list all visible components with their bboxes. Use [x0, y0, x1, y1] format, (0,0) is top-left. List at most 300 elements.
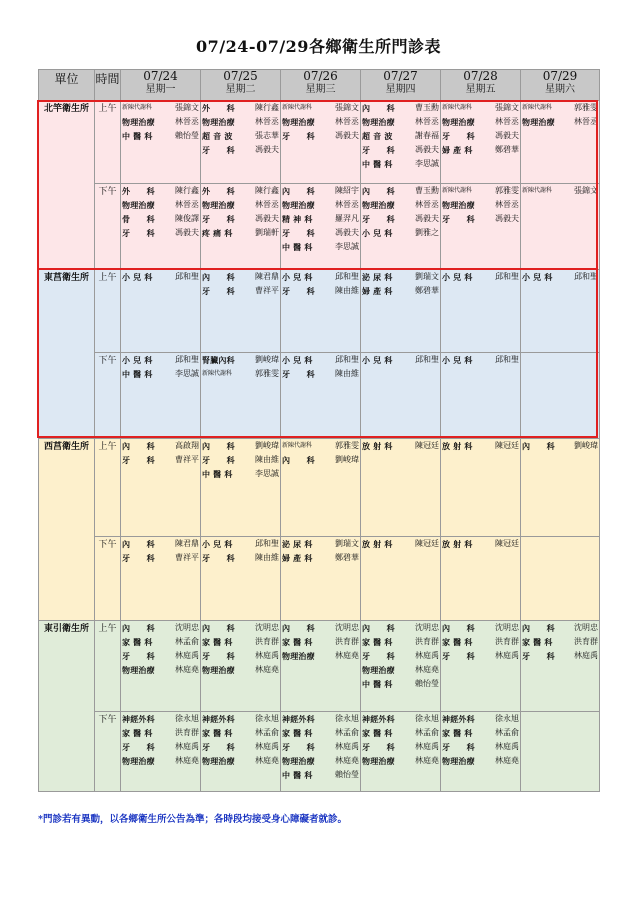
department: 小 兒 科 — [282, 272, 313, 282]
department: 物理治療 — [442, 756, 475, 766]
schedule-cell — [281, 184, 361, 270]
doctor-name: 張志華 — [255, 131, 279, 140]
department: 牙 科 — [202, 455, 235, 465]
doctor-name: 沈明忠 — [175, 623, 199, 632]
doctor-name: 洪育群 — [415, 637, 439, 646]
doctor-name: 洪育群 — [175, 728, 199, 737]
department: 家 醫 科 — [522, 637, 553, 647]
day-date: 07/27 — [383, 69, 418, 83]
doctor-name: 賴怡瑩 — [415, 679, 439, 688]
clinic-entry — [521, 270, 599, 284]
site-header: 單位 — [39, 70, 95, 101]
clinic-entry — [281, 768, 360, 782]
clinic-entry — [201, 754, 280, 768]
clinic-entry — [121, 649, 200, 663]
clinic-entry — [521, 439, 599, 453]
clinic-entry — [281, 184, 360, 198]
department: 新陳代謝科 — [522, 104, 553, 111]
doctor-name: 曹祥平 — [255, 286, 279, 295]
day-date: 07/24 — [143, 69, 178, 83]
clinic-entry — [121, 212, 200, 226]
time-slot: 上午 — [95, 621, 121, 712]
doctor-name: 邱和聖 — [175, 272, 199, 281]
clinic-entry — [281, 453, 360, 467]
department: 小 兒 科 — [442, 355, 473, 365]
clinic-entry — [361, 353, 440, 367]
clinic-entry — [121, 453, 200, 467]
doctor-name: 李思誠 — [415, 159, 439, 168]
department: 牙 科 — [442, 742, 475, 752]
department: 腎臟內科 — [202, 355, 235, 365]
clinic-entry — [281, 129, 360, 143]
clinic-entry — [121, 754, 200, 768]
doctor-name: 徐永旭 — [415, 714, 439, 723]
schedule-cell — [521, 353, 600, 439]
schedule-cell — [521, 101, 600, 184]
clinic-entry — [281, 226, 360, 240]
day-date: 07/25 — [223, 69, 258, 83]
department: 物理治療 — [282, 756, 315, 766]
doctor-name: 馮毅夫 — [335, 131, 359, 140]
schedule-cell — [441, 184, 521, 270]
schedule-cell — [521, 439, 600, 537]
clinic-entry — [441, 621, 520, 635]
doctor-name: 林晉丞 — [415, 200, 439, 209]
schedule-cell — [521, 270, 600, 353]
clinic-entry — [441, 712, 520, 726]
department: 小 兒 科 — [122, 355, 153, 365]
department: 內 科 — [362, 103, 395, 113]
department: 牙 科 — [202, 145, 235, 155]
clinic-entry — [441, 101, 520, 115]
department: 牙 科 — [282, 131, 315, 141]
schedule-cell — [441, 439, 521, 537]
department: 牙 科 — [282, 228, 315, 238]
schedule-row — [39, 712, 600, 792]
doctor-name: 林庭堯 — [255, 665, 279, 674]
clinic-entry — [441, 198, 520, 212]
doctor-name: 林庭堯 — [255, 756, 279, 765]
schedule-row — [39, 537, 600, 621]
clinic-entry — [361, 712, 440, 726]
clinic-entry — [201, 270, 280, 284]
schedule-cell — [521, 621, 600, 712]
clinic-entry — [441, 184, 520, 198]
clinic-entry — [441, 143, 520, 157]
doctor-name: 林晉丞 — [574, 117, 598, 126]
schedule-cell — [281, 270, 361, 353]
schedule-cell — [361, 621, 441, 712]
clinic-entry — [201, 101, 280, 115]
department: 物理治療 — [202, 200, 235, 210]
schedule-cell — [121, 712, 201, 792]
department: 婦 產 科 — [362, 286, 393, 296]
department: 物理治療 — [362, 117, 395, 127]
doctor-name: 邱和聖 — [415, 355, 439, 364]
time-slot: 上午 — [95, 270, 121, 353]
clinic-entry — [441, 129, 520, 143]
schedule-cell — [441, 270, 521, 353]
doctor-name: 李思誠 — [255, 469, 279, 478]
department: 牙 科 — [442, 651, 475, 661]
department: 物理治療 — [442, 117, 475, 127]
doctor-name: 陳冠廷 — [415, 441, 439, 450]
schedule-cell — [281, 712, 361, 792]
clinic-entry — [361, 677, 440, 691]
clinic-entry — [361, 157, 440, 171]
clinic-entry — [121, 439, 200, 453]
doctor-name: 沈明忠 — [574, 623, 598, 632]
department: 內 科 — [522, 623, 555, 633]
clinic-entry — [281, 439, 360, 453]
schedule-cell — [361, 101, 441, 184]
clinic-entry — [201, 439, 280, 453]
doctor-name: 林晉丞 — [335, 200, 359, 209]
doctor-name: 林庭堯 — [175, 665, 199, 674]
doctor-name: 林晉丞 — [415, 117, 439, 126]
department: 小 兒 科 — [122, 272, 153, 282]
doctor-name: 謝春福 — [415, 131, 439, 140]
department: 放 射 科 — [442, 441, 473, 451]
clinic-entry — [361, 740, 440, 754]
department: 超 音 波 — [202, 131, 233, 141]
department: 新陳代謝科 — [202, 370, 233, 377]
doctor-name: 林庭禹 — [415, 742, 439, 751]
doctor-name: 徐永旭 — [335, 714, 359, 723]
department: 小 兒 科 — [282, 355, 313, 365]
clinic-entry — [361, 184, 440, 198]
day-date: 07/29 — [542, 69, 578, 83]
day-header — [441, 70, 521, 101]
department: 牙 科 — [202, 286, 235, 296]
clinic-entry — [121, 226, 200, 240]
doctor-name: 洪育群 — [495, 637, 519, 646]
schedule-cell — [361, 353, 441, 439]
doctor-name: 陳冠廷 — [495, 441, 519, 450]
site-name: 北竿衛生所 — [39, 101, 95, 270]
department: 牙 科 — [362, 742, 395, 752]
time-slot: 下午 — [95, 712, 121, 792]
schedule-table — [38, 69, 600, 792]
doctor-name: 林孟俞 — [495, 728, 519, 737]
doctor-name: 張錦文 — [495, 103, 519, 112]
schedule-cell — [361, 184, 441, 270]
department: 物理治療 — [122, 200, 155, 210]
page-title: 07/24-07/29各鄉衛生所門診表 — [196, 37, 441, 56]
doctor-name: 林庭禹 — [415, 651, 439, 660]
department: 物理治療 — [122, 117, 155, 127]
department: 牙 科 — [362, 214, 395, 224]
clinic-entry — [361, 635, 440, 649]
clinic-entry — [361, 754, 440, 768]
doctor-name: 沈明忠 — [415, 623, 439, 632]
department: 物理治療 — [122, 665, 155, 675]
department: 內 科 — [202, 623, 235, 633]
department: 牙 科 — [122, 742, 155, 752]
doctor-name: 林庭禹 — [255, 651, 279, 660]
clinic-entry — [281, 101, 360, 115]
schedule-cell — [361, 270, 441, 353]
department: 物理治療 — [362, 756, 395, 766]
department: 物理治療 — [202, 756, 235, 766]
department: 家 醫 科 — [122, 728, 153, 738]
clinic-entry — [201, 284, 280, 298]
doctor-name: 林庭堯 — [335, 756, 359, 765]
clinic-entry — [361, 537, 440, 551]
department: 泌 尿 科 — [362, 272, 393, 282]
schedule-cell — [441, 101, 521, 184]
doctor-name: 陳紹宇 — [335, 186, 359, 195]
department: 物理治療 — [282, 117, 315, 127]
clinic-entry — [521, 115, 599, 129]
doctor-name: 邱和聖 — [335, 355, 359, 364]
department: 神經外科 — [362, 714, 395, 724]
clinic-entry — [121, 353, 200, 367]
department: 放 射 科 — [442, 539, 473, 549]
department: 物理治療 — [122, 756, 155, 766]
doctor-name: 沈明忠 — [495, 623, 519, 632]
doctor-name: 林庭禹 — [255, 742, 279, 751]
schedule-row — [39, 101, 600, 184]
doctor-name: 林庭禹 — [335, 742, 359, 751]
department: 物理治療 — [282, 200, 315, 210]
doctor-name: 徐永旭 — [255, 714, 279, 723]
schedule-cell — [361, 439, 441, 537]
clinic-entry — [281, 621, 360, 635]
clinic-entry — [201, 143, 280, 157]
department: 物理治療 — [202, 117, 235, 127]
department: 中 醫 科 — [282, 770, 313, 780]
doctor-name: 鄭碧華 — [415, 286, 439, 295]
day-date: 07/28 — [463, 69, 498, 83]
department: 內 科 — [202, 441, 235, 451]
clinic-entry — [281, 551, 360, 565]
department: 內 科 — [282, 623, 315, 633]
department: 牙 科 — [282, 742, 315, 752]
department: 中 醫 科 — [362, 679, 393, 689]
schedule-cell — [361, 537, 441, 621]
doctor-name: 陳冠廷 — [415, 539, 439, 548]
clinic-entry — [281, 353, 360, 367]
schedule-cell — [521, 537, 600, 621]
doctor-name: 徐永旭 — [495, 714, 519, 723]
doctor-name: 林庭禹 — [574, 651, 598, 660]
schedule-cell — [201, 184, 281, 270]
department: 新陳代謝科 — [442, 104, 473, 111]
doctor-name: 陳君鼎 — [175, 539, 199, 548]
clinic-entry — [361, 439, 440, 453]
department: 疼 痛 科 — [202, 228, 233, 238]
schedule-cell — [121, 270, 201, 353]
clinic-entry — [201, 115, 280, 129]
department: 家 醫 科 — [442, 637, 473, 647]
doctor-name: 林晉丞 — [175, 200, 199, 209]
department: 新陳代謝科 — [122, 104, 153, 111]
doctor-name: 徐永旭 — [175, 714, 199, 723]
schedule-cell — [281, 621, 361, 712]
schedule-row — [39, 353, 600, 439]
clinic-entry — [441, 212, 520, 226]
day-header — [201, 70, 281, 101]
schedule-row — [39, 184, 600, 270]
doctor-name: 張錦文 — [335, 103, 359, 112]
clinic-entry — [201, 467, 280, 481]
department: 內 科 — [282, 455, 315, 465]
department: 小 兒 科 — [522, 272, 553, 282]
clinic-entry — [521, 621, 599, 635]
department: 外 科 — [202, 103, 235, 113]
schedule-row — [39, 439, 600, 537]
doctor-name: 沈明忠 — [255, 623, 279, 632]
schedule-cell — [201, 270, 281, 353]
schedule-cell — [201, 712, 281, 792]
clinic-entry — [441, 635, 520, 649]
department: 牙 科 — [202, 214, 235, 224]
schedule-cell — [441, 712, 521, 792]
doctor-name: 劉峻瑋 — [255, 355, 279, 364]
department: 中 醫 科 — [122, 131, 153, 141]
doctor-name: 陳君鼎 — [255, 272, 279, 281]
clinic-entry — [281, 635, 360, 649]
department: 中 醫 科 — [202, 469, 233, 479]
doctor-name: 林孟俞 — [255, 728, 279, 737]
doctor-name: 劉峻瑋 — [335, 455, 359, 464]
department: 小 兒 科 — [202, 539, 233, 549]
clinic-entry — [201, 621, 280, 635]
schedule-cell — [521, 184, 600, 270]
doctor-name: 馮毅夫 — [495, 214, 519, 223]
day-header — [281, 70, 361, 101]
clinic-entry — [361, 649, 440, 663]
clinic-entry — [201, 129, 280, 143]
doctor-name: 馮毅夫 — [175, 228, 199, 237]
doctor-name: 邱和聖 — [255, 539, 279, 548]
doctor-name: 高啟翔 — [175, 441, 199, 450]
doctor-name: 林晉丞 — [495, 117, 519, 126]
doctor-name: 林庭堯 — [495, 756, 519, 765]
department: 家 醫 科 — [202, 637, 233, 647]
department: 放 射 科 — [362, 539, 393, 549]
day-weekday: 星期一 — [145, 84, 176, 95]
schedule-row — [39, 621, 600, 712]
doctor-name: 林晉丞 — [255, 200, 279, 209]
time-slot: 下午 — [95, 184, 121, 270]
clinic-entry — [121, 198, 200, 212]
clinic-entry — [281, 284, 360, 298]
time-slot: 下午 — [95, 353, 121, 439]
doctor-name: 馮毅夫 — [255, 145, 279, 154]
schedule-row — [39, 270, 600, 353]
department: 牙 科 — [442, 214, 475, 224]
doctor-name: 馮毅夫 — [415, 145, 439, 154]
department: 超 音 波 — [362, 131, 393, 141]
department: 物理治療 — [202, 665, 235, 675]
header-row — [39, 70, 600, 101]
site-name: 西莒衛生所 — [39, 439, 95, 621]
department: 精 神 科 — [282, 214, 313, 224]
doctor-name: 鄭碧華 — [495, 145, 519, 154]
doctor-name: 陳由維 — [335, 286, 359, 295]
department: 家 醫 科 — [362, 637, 393, 647]
clinic-entry — [201, 226, 280, 240]
department: 物理治療 — [362, 665, 395, 675]
department: 牙 科 — [122, 553, 155, 563]
doctor-name: 馮毅夫 — [495, 131, 519, 140]
doctor-name: 郭雅雯 — [495, 186, 519, 195]
clinic-entry — [441, 353, 520, 367]
clinic-entry — [441, 270, 520, 284]
clinic-entry — [361, 284, 440, 298]
doctor-name: 劉瑞軒 — [255, 228, 279, 237]
doctor-name: 馮毅夫 — [255, 214, 279, 223]
day-weekday: 星期四 — [385, 84, 416, 95]
schedule-cell — [441, 353, 521, 439]
clinic-entry — [281, 212, 360, 226]
doctor-name: 林庭禹 — [175, 651, 199, 660]
department: 物理治療 — [522, 117, 555, 127]
schedule-cell — [201, 353, 281, 439]
clinic-entry — [361, 621, 440, 635]
schedule-cell — [281, 537, 361, 621]
schedule-cell — [521, 712, 600, 792]
clinic-entry — [441, 754, 520, 768]
department: 新陳代謝科 — [442, 187, 473, 194]
clinic-entry — [121, 712, 200, 726]
day-header — [121, 70, 201, 101]
department: 內 科 — [122, 623, 155, 633]
department: 牙 科 — [202, 742, 235, 752]
doctor-name: 李思誠 — [335, 242, 359, 251]
doctor-name: 劉峻瑋 — [574, 441, 598, 450]
doctor-name: 林晉丞 — [255, 117, 279, 126]
department: 新陳代謝科 — [282, 104, 313, 111]
doctor-name: 邱和聖 — [495, 272, 519, 281]
schedule-cell — [441, 621, 521, 712]
doctor-name: 劉瑞文 — [335, 539, 359, 548]
clinic-entry — [281, 754, 360, 768]
department: 家 醫 科 — [442, 728, 473, 738]
clinic-entry — [121, 726, 200, 740]
clinic-entry — [361, 663, 440, 677]
doctor-name: 林庭堯 — [175, 756, 199, 765]
doctor-name: 陳行鑫 — [255, 103, 279, 112]
department: 牙 科 — [442, 131, 475, 141]
clinic-entry — [121, 129, 200, 143]
department: 牙 科 — [282, 286, 315, 296]
department: 中 醫 科 — [282, 242, 313, 252]
clinic-entry — [201, 663, 280, 677]
clinic-entry — [281, 537, 360, 551]
doctor-name: 林庭禹 — [495, 651, 519, 660]
schedule-cell — [281, 101, 361, 184]
department: 牙 科 — [202, 553, 235, 563]
department: 內 科 — [282, 186, 315, 196]
clinic-entry — [201, 551, 280, 565]
department: 家 醫 科 — [282, 637, 313, 647]
department: 家 醫 科 — [122, 637, 153, 647]
day-header — [521, 70, 600, 101]
clinic-entry — [121, 270, 200, 284]
doctor-name: 鄭碧華 — [335, 553, 359, 562]
clinic-entry — [201, 453, 280, 467]
clinic-entry — [361, 129, 440, 143]
clinic-entry — [121, 663, 200, 677]
department: 牙 科 — [122, 455, 155, 465]
clinic-entry — [361, 101, 440, 115]
doctor-name: 陳由維 — [335, 369, 359, 378]
doctor-name: 陳行鑫 — [255, 186, 279, 195]
schedule-cell — [281, 353, 361, 439]
